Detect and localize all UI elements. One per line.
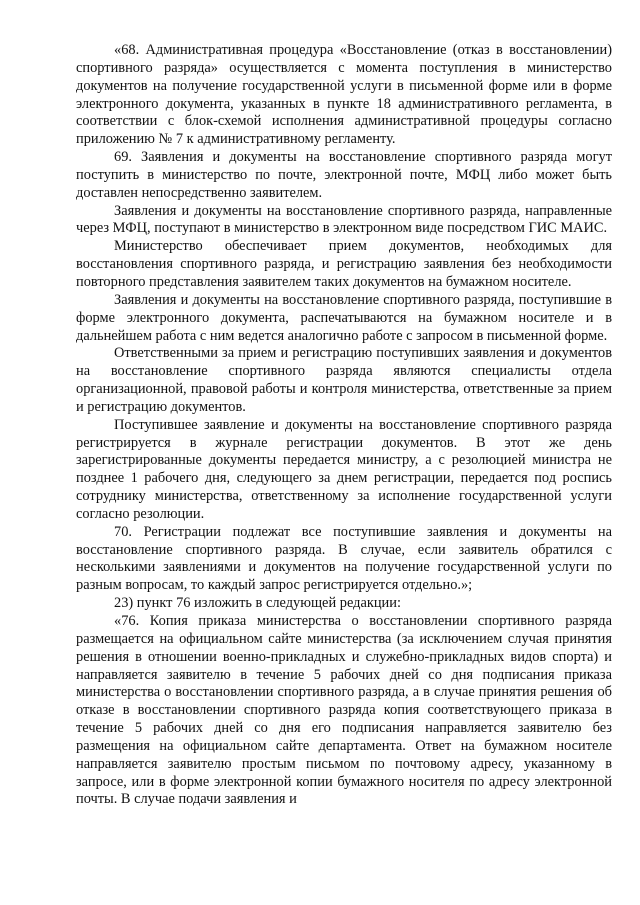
- paragraph-76: «76. Копия приказа министерства о восстановлении спортивного разряда размещается на официальном сайте министерства (за исключением случая принятия решения в отношении военно-прикладных и служебно-прикладных видов спорта) и направляется заявителю в течение 5 рабочих дней со дня подписания приказа министерства о восстановлении спортивного разряда, а в случае принятия решения об отказе в восстановлении спортивного разряда копия соответствующего приказа в течение 5 рабочих дней со дня его подписания направляется заявителю без размещения на официальном сайте департамента. Ответ на бумажном носителе направляется заявителю простым письмом по почтовому адресу, указанному в запросе, или в форме электронной копии бумажного носителя по адресу электронной почты. В случае подачи заявления и: [76, 613, 612, 808]
- paragraph-ministry-reception: Министерство обеспечивает прием документов, необходимых для восстановления спортивного разряда, и регистрацию заявления без необходимости повторного представления заявителем таких документов на бумажном носителе.: [76, 238, 612, 290]
- paragraph-68: «68. Административная процедура «Восстановление (отказ в восстановлении) спортивного разряда» осуществляется с момента поступления в министерство документов на получение государственной услуги в письменной форме или в форме электронного документа, указанных в пункте 18 административного регламента, в соответствии с блок-схемой исполнения административной процедуры согласно приложению № 7 к административному регламенту.: [76, 42, 612, 148]
- paragraph-69: 69. Заявления и документы на восстановление спортивного разряда могут поступить в министерство по почте, электронной почте, МФЦ либо может быть доставлен непосредственно заявителем.: [76, 149, 612, 201]
- paragraph-mfc: Заявления и документы на восстановление спортивного разряда, направленные через МФЦ, поступают в министерство в электронном виде посредством ГИС МАИС.: [76, 202, 612, 237]
- paragraph-electronic-documents: Заявления и документы на восстановление спортивного разряда, поступившие в форме электронного документа, распечатываются на бумажном носителе и в дальнейшем работа с ним ведется аналогично работе с запросом в письменной форме.: [76, 291, 612, 344]
- paragraph-item-23: 23) пункт 76 изложить в следующей редакции:: [114, 595, 401, 612]
- paragraph-registration: Поступившее заявление и документы на восстановление спортивного разряда регистрируется в журнале регистрации документов. В этот же день зарегистрированные документы передается министру, а с резолюцией министра не позднее 1 рабочего дня, следующего за днем регистрации, передается под роспись сотруднику министерства, ответственному за исполнение государственной услуги согласно резолюции.: [76, 416, 612, 522]
- paragraph-responsible-staff: Ответственными за прием и регистрацию поступивших заявления и документов на восстановление спортивного разряда являются специалисты отдела организационной, правовой работы и контроля министерства, ответственные за прием и регистрацию документов.: [76, 345, 612, 415]
- paragraph-70: 70. Регистрации подлежат все поступившие заявления и документы на восстановление спортивного разряда. В случае, если заявитель обратился с несколькими заявлениями и документов на получение государственной услуги по разным вопросам, то каждый запрос регистрируется отдельно.»;: [76, 523, 612, 594]
